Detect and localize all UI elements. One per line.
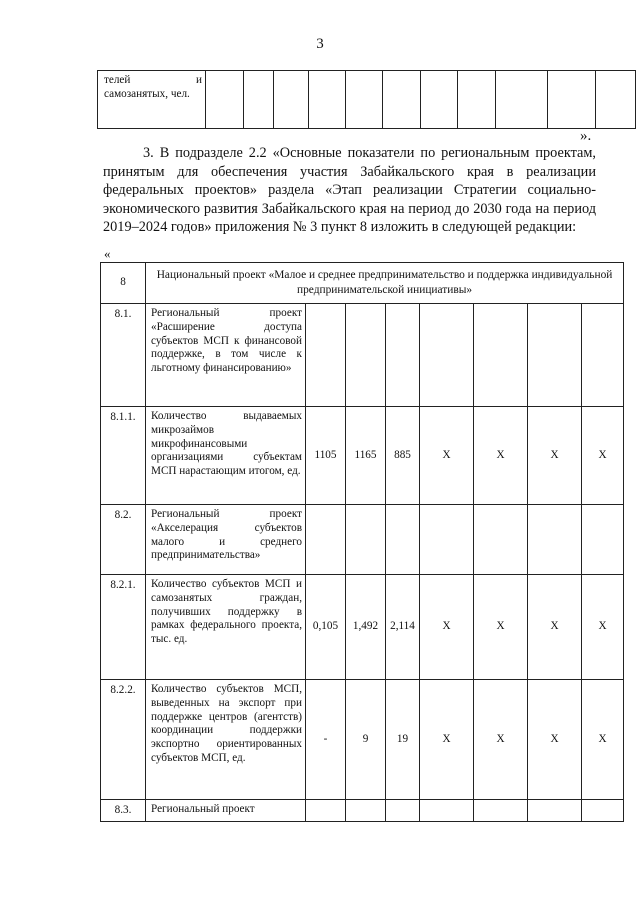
table-header-row bbox=[101, 263, 624, 304]
value-cell bbox=[474, 800, 528, 822]
table-row bbox=[101, 680, 624, 800]
value-cell: X bbox=[582, 407, 624, 505]
table-cell bbox=[244, 71, 274, 129]
value-cell bbox=[386, 800, 420, 822]
row-number: 8.2.2. bbox=[101, 680, 146, 800]
table-cell bbox=[496, 71, 548, 129]
value-cell bbox=[528, 505, 582, 575]
row-description: Региональный проект «Расширение доступа субъектов МСП к финансовой поддержке, в том числе к льготному финансированию» bbox=[146, 304, 306, 407]
value-cell: X bbox=[582, 575, 624, 680]
table-cell bbox=[548, 71, 596, 129]
table-row bbox=[101, 575, 624, 680]
closing-quote: ». bbox=[580, 128, 592, 144]
header-number: 8 bbox=[101, 263, 146, 304]
table-row bbox=[101, 505, 624, 575]
row-number: 8.1. bbox=[101, 304, 146, 407]
value-cell: 885 bbox=[386, 407, 420, 505]
value-cell: X bbox=[528, 575, 582, 680]
value-cell bbox=[386, 505, 420, 575]
value-cell bbox=[474, 505, 528, 575]
row-description: Количество субъектов МСП, выведенных на экспорт при поддержке центров (агентств) координации поддержки экспортно ориентированных субъектов МСП, ед. bbox=[146, 680, 306, 800]
continued-table bbox=[97, 70, 636, 129]
value-cell: X bbox=[582, 680, 624, 800]
table-row bbox=[101, 304, 624, 407]
value-cell bbox=[306, 505, 346, 575]
value-cell: - bbox=[306, 680, 346, 800]
page-number: 3 bbox=[316, 36, 324, 52]
value-cell: 9 bbox=[346, 680, 386, 800]
row-description: Региональный проект bbox=[146, 800, 306, 822]
value-cell: 1165 bbox=[346, 407, 386, 505]
value-cell: 19 bbox=[386, 680, 420, 800]
value-cell: X bbox=[528, 680, 582, 800]
value-cell bbox=[306, 304, 346, 407]
value-cell bbox=[420, 304, 474, 407]
table-cell bbox=[309, 71, 346, 129]
row-description: Количество субъектов МСП и самозанятых граждан, получивших поддержку в рамках федерального проекта, тыс. ед. bbox=[146, 575, 306, 680]
table-cell bbox=[274, 71, 309, 129]
row-number: 8.3. bbox=[101, 800, 146, 822]
value-cell bbox=[346, 505, 386, 575]
table-cell bbox=[206, 71, 244, 129]
value-cell bbox=[386, 304, 420, 407]
value-cell bbox=[420, 800, 474, 822]
header-title: Национальный проект «Малое и среднее предпринимательство и поддержка индивидуальной предпринимательской инициативы» bbox=[146, 263, 624, 304]
value-cell: 0,105 bbox=[306, 575, 346, 680]
table-row bbox=[98, 71, 636, 129]
row-description: Региональный проект «Акселерация субъектов малого и среднего предпринимательства» bbox=[146, 505, 306, 575]
value-cell bbox=[420, 505, 474, 575]
amendment-paragraph bbox=[103, 144, 596, 237]
value-cell bbox=[346, 800, 386, 822]
value-cell bbox=[528, 800, 582, 822]
table-cell bbox=[458, 71, 496, 129]
table-cell bbox=[421, 71, 458, 129]
amendment-text: 3. В подразделе 2.2 «Основные показатели по региональным проектам, принятым для обеспечения участия Забайкальского края в реализации федеральных проектов» раздела «Этап реализации Стратегии социально-экономического развития Забайкальского края на период до 2030 года на период 2019–2024 годов» приложения № 3 пункт 8 изложить в следующей редакции: bbox=[103, 145, 596, 236]
row-description: Количество выдаваемых микрозаймов микрофинансовыми организациями субъектам МСП нарастающим итогом, ед. bbox=[146, 407, 306, 505]
opening-quote: « bbox=[104, 246, 111, 261]
table-cell bbox=[346, 71, 383, 129]
value-cell: X bbox=[420, 575, 474, 680]
row-number: 8.2.1. bbox=[101, 575, 146, 680]
row-number: 8.2. bbox=[101, 505, 146, 575]
table-row bbox=[101, 800, 624, 822]
value-cell bbox=[346, 304, 386, 407]
table-row bbox=[101, 407, 624, 505]
indicators-table bbox=[100, 262, 624, 822]
value-cell: 2,114 bbox=[386, 575, 420, 680]
value-cell: X bbox=[420, 680, 474, 800]
value-cell bbox=[306, 800, 346, 822]
value-cell bbox=[582, 505, 624, 575]
value-cell: 1,492 bbox=[346, 575, 386, 680]
value-cell: X bbox=[528, 407, 582, 505]
value-cell: X bbox=[474, 407, 528, 505]
table-cell bbox=[383, 71, 421, 129]
table-cell-label: телей и самозанятых, чел. bbox=[98, 71, 206, 129]
value-cell: 1105 bbox=[306, 407, 346, 505]
value-cell: X bbox=[474, 680, 528, 800]
value-cell: X bbox=[420, 407, 474, 505]
value-cell bbox=[528, 304, 582, 407]
value-cell: X bbox=[474, 575, 528, 680]
table-cell bbox=[596, 71, 636, 129]
value-cell bbox=[474, 304, 528, 407]
row-number: 8.1.1. bbox=[101, 407, 146, 505]
value-cell bbox=[582, 304, 624, 407]
value-cell bbox=[582, 800, 624, 822]
